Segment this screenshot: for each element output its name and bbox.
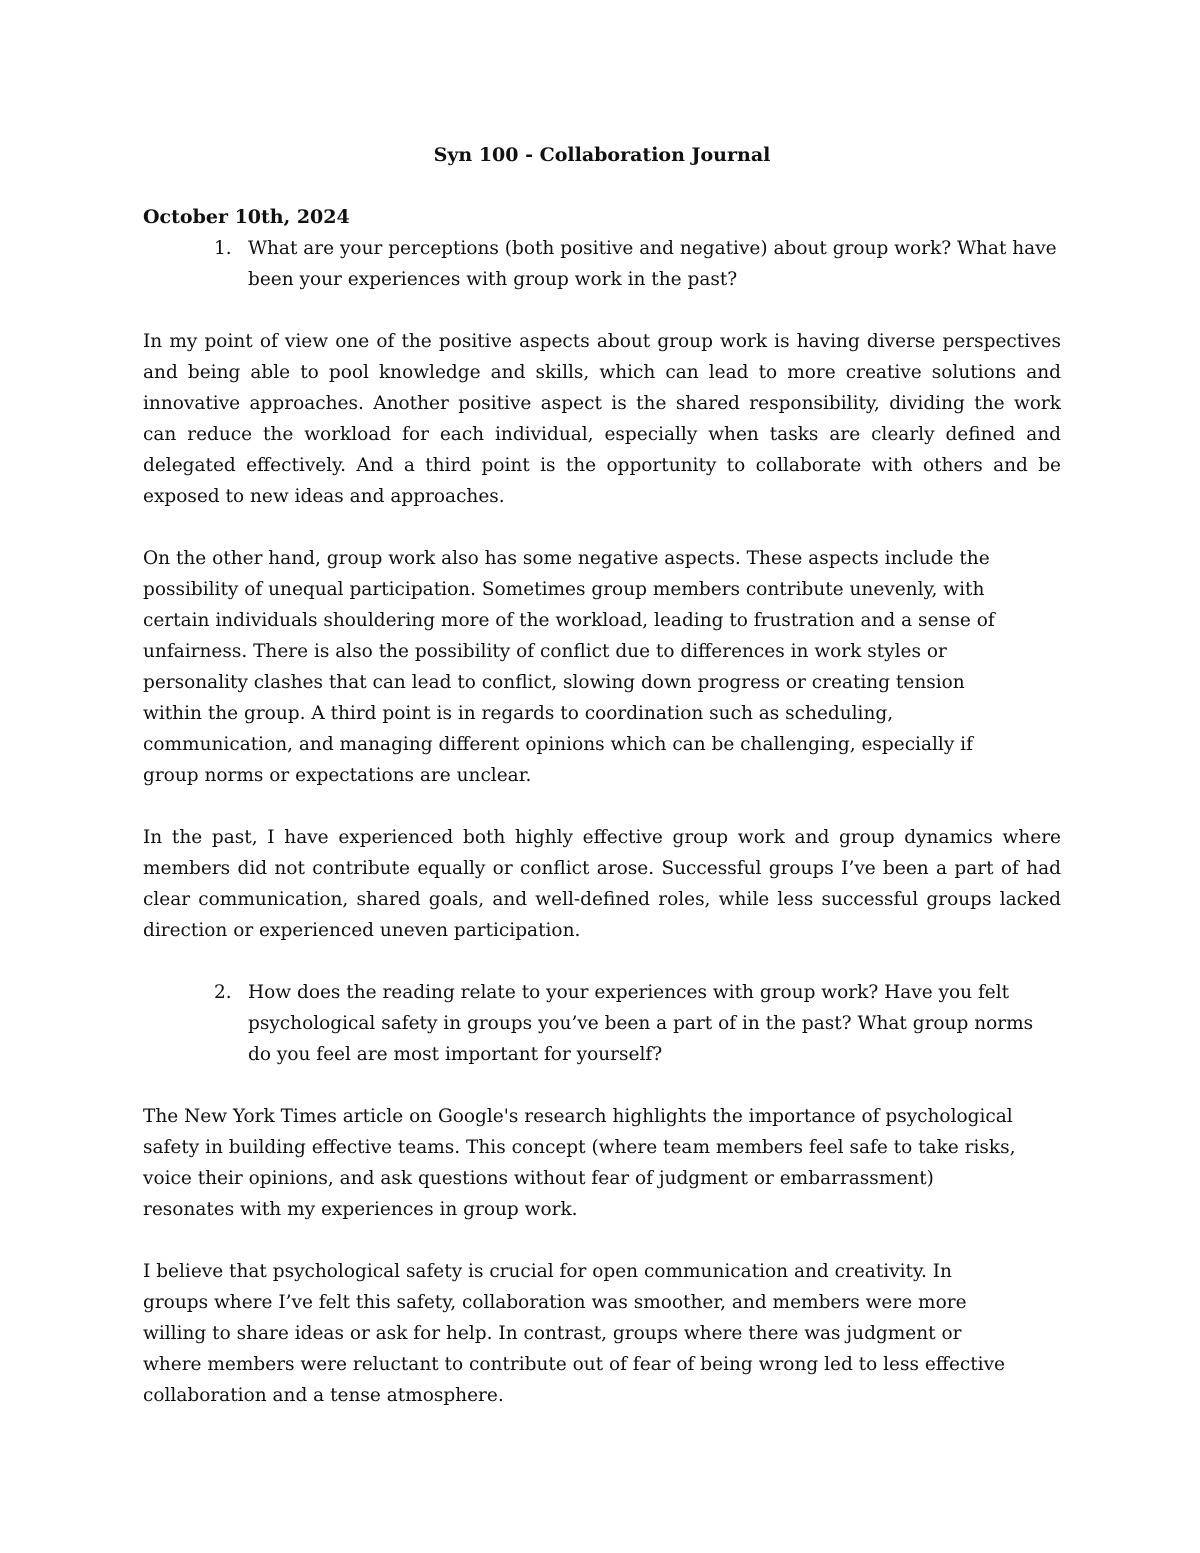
question-1-number: 1. xyxy=(214,238,232,259)
question-1-text: What are your perceptions (both positive and negative) about group work? What have been your experiences with group work in the past? xyxy=(248,238,1057,290)
entry-date: October 10th, 2024 xyxy=(143,206,350,228)
question-2-text: How does the reading relate to your experiences with group work? Have you felt psychological safety in groups you’ve been a part of in the past? What group norms do you feel are most important for yourself? xyxy=(248,982,1034,1065)
document-title: Syn 100 - Collaboration Journal xyxy=(433,144,771,166)
document-page xyxy=(143,140,1061,1442)
answer-2-paragraph-2: I believe that psychological safety is crucial for open communication and creativity. In groups where I’ve felt this safety, collaboration was smoother, and members were more willing to share ideas or ask for help. In contrast, groups where there was judgment or where members were reluctant to contribute out of fear of being wrong led to less effective collaboration and a tense atmosphere. xyxy=(143,1261,1006,1406)
answer-2-paragraph-1: The New York Times article on Google's research highlights the importance of psychological safety in building effective teams. This concept (where team members feel safe to take risks, voice their opinions, and ask questions without fear of judgment or embarrassment) resonates with my experiences in group work. xyxy=(143,1106,1016,1220)
question-2 xyxy=(143,977,1061,1070)
question-2-number: 2. xyxy=(214,982,232,1003)
answer-1-paragraph-1: In my point of view one of the positive aspects about group work is having diverse perspectives and being able to pool knowledge and skills, which can lead to more creative solutions and innovative approaches. Another positive aspect is the shared responsibility, dividing the work can reduce the workload for each individual, especially when tasks are clearly defined and delegated effectively. And a third point is the opportunity to collaborate with others and be exposed to new ideas and approaches. xyxy=(143,331,1061,507)
question-1 xyxy=(143,233,1061,295)
answer-1-paragraph-3: In the past, I have experienced both highly effective group work and group dynamics where members did not contribute equally or conflict arose. Successful groups I’ve been a part of had clear communication, shared goals, and well-defined roles, while less successful groups lacked direction or experienced uneven participation. xyxy=(143,827,1061,941)
answer-1-paragraph-2: On the other hand, group work also has some negative aspects. These aspects include the possibility of unequal participation. Sometimes group members contribute unevenly, with certain individuals shouldering more of the workload, leading to frustration and a sense of unfairness. There is also the possibility of conflict due to differences in work styles or personality clashes that can lead to conflict, slowing down progress or creating tension within the group. A third point is in regards to coordination such as scheduling, communication, and managing different opinions which can be challenging, especially if group norms or expectations are unclear. xyxy=(143,548,995,786)
